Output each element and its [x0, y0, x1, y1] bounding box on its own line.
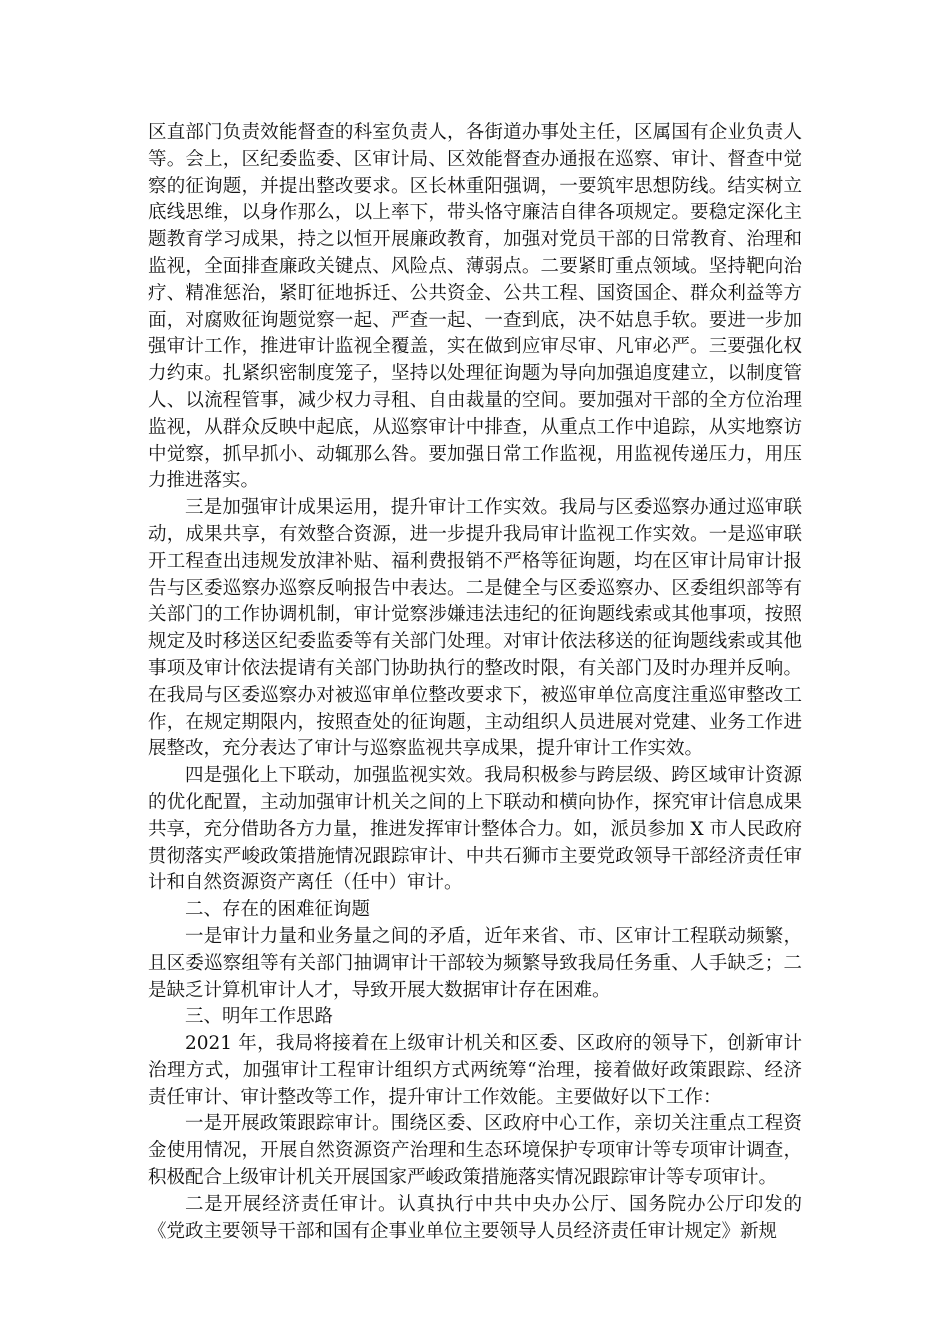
document-page: [148, 120, 802, 1245]
paragraph-policy-audit: 一是开展政策跟踪审计。围绕区委、区政府中心工作，亲切关注重点工程资金使用情况，开展自然资源资产治理和生态环境保护专项审计等专项审计调查，积极配合上级审计机关开展国家严峻政策措施落实情况跟踪审计等专项审计。: [148, 1113, 802, 1189]
paragraph-audit-results: 三是加强审计成果运用，提升审计工作实效。我局与区委巡察办通过巡审联动，成果共享，有效整合资源，进一步提升我局审计监视工作实效。一是巡审联开工程查出违规发放津补贴、福利费报销不严格等征询题，均在区审计局审计报告与区委巡察办巡察反响报告中表达。二是健全与区委巡察办、区委组织部等有关部门的工作协调机制，审计觉察涉嫌违法违纪的征询题线索或其他事项，按照规定及时移送区纪委监委等有关部门处理。对审计依法移送的征询题线索或其他事项及审计依法提请有关部门协助执行的整改时限，有关部门及时办理并反响。在我局与区委巡察办对被巡审单位整改要求下，被巡审单位高度注重巡审整改工作，在规定期限内，按照查处的征询题，主动组织人员进展对党建、业务工作进展整改，充分表达了审计与巡察监视共享成果，提升审计工作实效。: [148, 497, 802, 760]
section-heading-difficulties: 二、存在的困难征询题: [185, 899, 371, 921]
paragraph-next-year-intro: 2021 年，我局将接着在上级审计机关和区委、区政府的领导下，创新审计治理方式，加强审计工程审计组织方式两统筹“治理，接着做好政策跟踪、经济责任审计、审计整改等工作，提升审计工作效能。主要做好以下工作：: [148, 1033, 802, 1108]
paragraph-linkage: 四是强化上下联动，加强监视实效。我局积极参与跨层级、跨区域审计资源的优化配置，主动加强审计机关之间的上下联动和横向协作，探究审计信息成果共享，充分借助各方力量，推进发挥审计整体合力。如，派员参加 X 市人民政府贯彻落实严峻政策措施情况跟踪审计、中共石狮市主要党政领导干部经济责任审计和自然资源资产离任（任中）审计。: [148, 765, 802, 894]
section-heading-next-year: 三、明年工作思路: [185, 1006, 334, 1028]
paragraph-economic-responsibility: 二是开展经济责任审计。认真执行中共中央办公厅、国务院办公厅印发的《党政主要领导干部和国有企事业单位主要领导人员经济责任审计规定》新规: [148, 1193, 802, 1242]
paragraph-difficulties: 一是审计力量和业务量之间的矛盾，近年来省、市、区审计工程联动频繁，且区委巡察组等有关部门抽调审计干部较为频繁导致我局任务重、人手缺乏；二是缺乏计算机审计人才，导致开展大数据审计存在困难。: [148, 925, 802, 1001]
paragraph-meeting-summary: 区直部门负责效能督查的科室负责人，各街道办事处主任，区属国有企业负责人等。会上，区纪委监委、区审计局、区效能督查办通报在巡察、审计、督查中觉察的征询题，并提出整改要求。区长林重阳强调，一要筑牢思想防线。结实树立底线思维，以身作那么，以上率下，带头恪守廉洁自律各项规定。要稳定深化主题教育学习成果，持之以恒开展廉政教育，加强对党员干部的日常教育、治理和监视，全面排查廉政关键点、风险点、薄弱点。二要紧盯重点领域。坚持靶向治疗、精准惩治，紧盯征地拆迁、公共资金、公共工程、国资国企、群众利益等方面，对腐败征询题觉察一起、严查一起、一查到底，决不姑息手软。要进一步加强审计工作，推进审计监视全覆盖，实在做到应审尽审、凡审必严。三要强化权力约束。扎紧织密制度笼子，坚持以处理征询题为导向加强追度建立，以制度管人、以流程管事，减少权力寻租、自由裁量的空间。要加强对干部的全方位治理监视，从群众反映中起底，从巡察审计中排查，从重点工作中追踪，从实地察访中觉察，抓早抓小、动辄那么咎。要加强日常工作监视，用监视传递压力，用压力推进落实。: [148, 122, 802, 492]
